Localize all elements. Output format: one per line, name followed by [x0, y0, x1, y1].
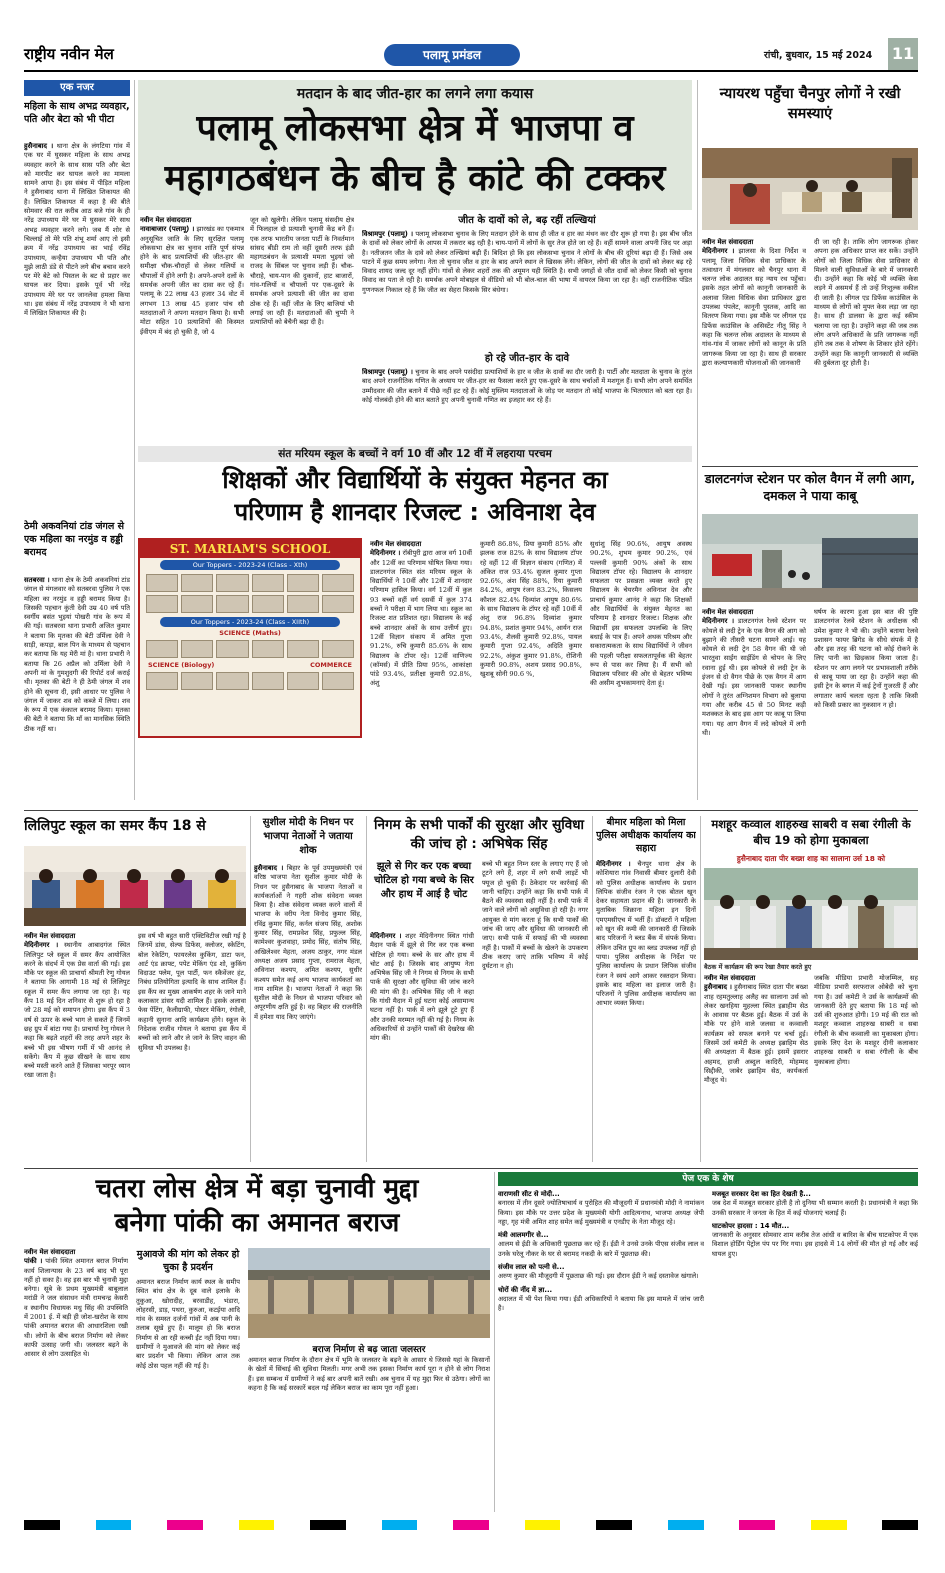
- page-number: 11: [888, 38, 918, 70]
- st-mariam-kicker: संत मरियम स्कूल के बच्चों ने वर्ग 10 वीं और 12 वीं में लहराया परचम: [138, 446, 692, 462]
- daltonganj-photo: [702, 514, 918, 602]
- lead-col1: नवीन मेल संवाददाता नावाबाजार (पलामू) । झारखंड का एकमात्र अनुसूचित जाति के लिए सुरक्षित पलामू लोकसभा क्षेत्र का चुनाव शांति पूर्ण संपन्न होने के बाद प्रत्याशियों की जीत-हार की समीक्षा चौक-चौराहों से लेकर गलियों व चौपालों में होने लगी है। अपने-अपने दलों के समर्थक अपनी जीत का दावा कर रहे हैं। पलामू के 22 लाख 43 हजार 34 वोट में लगभग 13 लाख 45 हजार पांच सौ मतदाताओं ने अपना मतदान किया है। सभी मोटा सहित 10 प्रत्याशियों की किस्मत ईवीएम में बंद हो चुकी है, जो 4: [140, 216, 244, 336]
- qawwali-caption: बैठक में कार्यक्रम की रूप रेखा तैयार करते हुए: [704, 963, 812, 971]
- lead-sub1: जीत के दावों को ले, बढ़ रहीं तल्खियां: [458, 215, 596, 226]
- chatra-story: [24, 1172, 490, 1512]
- qawwali-headline: मशहूर कव्वाल शाहरुख साबरी व सबा रंगीली के बीच 19 को होगा मुकाबला: [711, 817, 911, 847]
- poster-class12: Our Toppers - 2023-24 (Class - XIIth): [160, 617, 340, 627]
- chatra-caption: बराज निर्माण से बढ़ जाता जलस्तर: [312, 1345, 426, 1355]
- poster-stream-maths: SCIENCE (Maths): [219, 629, 281, 637]
- qawwali-col1: नवीन मेल संवाददाता हुसैनाबाद । हुसैनाबाद स्थित दाता पीर बख्श शाह रहमतुल्लाह अलैह का सालाना उर्स को लेकर खनहिया मुहल्ला स्थित इब्राहीम सेठ के आवास पर बैठक हुई। बैठक में उर्स के मौके पर होने वाले जलसा व कव्वाली कार्यक्रम को सफल बनाने पर चर्चा हुई। जिसमें उर्स कमेटी के अध्यक्ष इब्राहिम सेठ की अध्यक्षता में बैठक हुई। इसमें इसरार अहमद, हाजी अब्दुल कादिरी, मोहम्मद सिद्दीकी, जाबेर इब्राहिम सेठ, कार्यकर्ता मौजूद थे।: [704, 974, 808, 1085]
- lead-story: [138, 80, 692, 440]
- lead-sub2-body: विश्रामपुर (पलामू) । चुनाव के बाद अपने पसंदीदा प्रत्याशियों के हार व जीत के दावों का दौर जारी है। पार्टी और मतदाता के चुनाव के तुरंत बाद अपने राजनीतिक गणित के अध्याय पर जीत-हार का फैसला करते हुए एक-दूसरे के साथ चर्चाओं में मशगूल हैं। सभी लोग अपने समर्थित उम्मीदवार की जीत बताने में पीछे नहीं हट रहे हैं। कोई मुस्लिम मतदाताओं के जोड़ पर मतदान तो कोई भाजपा के भितरघात को बता रहा है। कोई गोलबंदी होने की बात बताते हुए अपनी चुनावी गणित का इजहार कर रहे हैं।: [362, 368, 692, 404]
- ek-nazar-story2-body: सतबरवा । थाना क्षेत्र के ठेमी अकवनियां टांड जंगल से मंगलवार को सतबरवा पुलिस ने एक महिला का नरमुंड व हड्डी बरामद किया है। जिसकी पहचान कुंती देवी उम्र 40 वर्ष पति स्वर्गीय बसंत भुइयां पोखरी गांव के रूप में की गई। सतबरवा थाना प्रभारी अजित कुमार ने बताया कि मृतका की बेटी उर्मिला देवी ने साड़ी, कपड़ा, बाल पिन के माध्यम से पहचान कर बताया कि यह मेरी मां है। थाना प्रभारी ने बताया कि 26 अप्रैल को उर्मिला देवी ने अपनी मां के गुमशुदगी की रिपोर्ट दर्ज कराई थी। मृतका की बेटी ने ही ठेमी जंगल में शव होने की सूचना दी, इसी आधार पर पुलिस ने जंगल में जाकर शव को कब्जे में लिया। शव के रूप में एक कंकाल बरामद किया। मृतका की बेटी ने बताया कि माँ का मानसिक स्थिति ठीक नहीं था।: [24, 576, 130, 733]
- nigam-col2: बच्चे भी बहुत निम्न स्तर के लगाए गए हैं जो टूटने लगे हैं, शहर में लगे सभी लाइटें भी फ्यूज हो चुकी हैं। ठेकेदार पर कार्रवाई की जानी चाहिए। उन्होंने कहा कि सभी पार्क में बैठने की व्यवस्था सही नहीं है। सभी पार्क में जाने वाले लोगों को असुविधा हो रही है। नगर आयुक्त से मांग करता हूं कि सभी पार्कों की जांच की जाए और सुविधा की जानकारी ली जाए। सभी पार्क में सफाई की भी व्यवस्था नहीं है। पार्कों में बच्चों के खेलने के उपकरण ठीक कराए जाएं ताकि भविष्य में कोई दुर्घटना न हो।: [482, 860, 588, 971]
- bimar-body: मेदिनीनगर । चैनपुर थाना क्षेत्र के कोशियारा गांव निवासी बीमार दुलारी देवी को पुलिस अधीक्षक कार्यालय के प्रधान लिपिक संजीव रंजन ने एक बोतल खून देकर सहायता प्रदान की है। जानकारी के मुताबिक जिक्राना महिला इन दिनों एमएमसीएच में भर्ती हैं। डॉक्टरों ने महिला को खून की कमी की जानकारी दी जिसके बाद परिजनों ने ब्लड बैंक में संपर्क किया। लेकिन उचित ग्रुप का ब्लड उपलब्ध नहीं हो पाया। पुलिस अधीक्षक के निर्देश पर पुलिस कार्यालय के प्रधान लिपिक संजीव रंजन ने स्वयं आगे आकर रक्तदान किया। इसके बाद महिला का इलाज जारी है। परिजनों ने पुलिस अधीक्षक कार्यालय का आभार व्यक्त किया।: [596, 860, 696, 1008]
- poster-grid-c: [140, 670, 360, 692]
- lead-col2: जून को खुलेगी। लेकिन पलामू संसदीय क्षेत्र में फिलहाल दो प्रत्याशी चुनावी केंद्र बने हैं। एक तरफ भारतीय जनता पार्टी के निवर्तमान सांसद बीडी राम तो वहीं दूसरी तरफ इंडी महागठबंधन के प्रत्याशी ममता भुइयां जो राजद के सिंबल पर चुनाव लड़ी हैं। चौक-चौराहे, चाय-पान की दुकानों, हाट बाजारों, गांव-गलियों व चौपालों पर एक-दूसरे के समर्थक अपने प्रत्याशी की जीत का दावा ठोक रहे हैं। वहीं जीत के लिए बाजियां भी लगाई जा रही हैं। मतदाताओं की चुप्पी ने प्रत्याशियों को बेचैनी बढ़ा दी है।: [250, 216, 354, 327]
- chatra-subhead: मुआवजे की मांग को लेकर हो चुका है प्रदर्शन: [136, 1249, 240, 1273]
- liliput-col2: इस वर्ष भी बहुत सारी एक्टिविटीज रखी गई है जिनमें डांस, सेल्फ डिफेंस, क्लोजर, स्केटिंग, बोल रेकेटिंग, फायरलेस कुकिंग, डाटा फन, आर्ट एंड क्राफ्ट, पपेट मेकिंग एंड शो, कुकिंग विदाउट फ्लेम, पूल पार्टी, फन स्कैवेंजर हंट, निबंध प्रतियोगिता इत्यादि के साथ शामिल हैं। इस कैंप का मुख्य आकर्षण शहर के जाने माने कलाकार डांसर यदी शामिल हैं। इसके अलावा फेस पेंटिंग, कैलीग्राफी, पोस्टर मेकिंग, रंगोली, कहानी सुनाना आदि कार्यक्रम होंगे। स्कूल के निदेशक राजीव गोयल ने बताया इस कैंप में बच्चों को लाने और ले जाने के लिए वाहन की सुविधा भी उपलब्ध है।: [138, 932, 246, 1052]
- st-mariam-col3: सुधांशु सिंह 90.6%, आयुष अवस्थ 90.2%, शुभम कुमार 90.2%, एवं पल्लवी कुमारी 90% अंकों के साथ विद्यालय टॉपर रहे। विद्यालय के शानदार सफलता पर प्रसन्नता व्यक्त करते हुए विद्यालय के चेयरमैन अविनाश देव और प्राचार्य कुमार आनंद ने कहा कि शिक्षकों और विद्यार्थियों के संयुक्त मेहनत का परिणाम है शानदार रिजल्ट। शिक्षक और विद्यार्थी इस सफलता उपलब्धि के लिए बधाई के पात्र हैं। अपने अथक परिश्रम और सकारात्मकता के साथ विद्यार्थियों ने जीवन की पहली परीक्षा सफलतापूर्वक की बेहतर रूप से पास कर लिया है। मैं सभी को विद्यालय परिवार की ओर से बेहतर भविष्य की असीम शुभकामनाएं देता हूं।: [590, 540, 692, 688]
- bimar-story: [596, 816, 696, 1162]
- sushil-body: हुसैनाबाद । बिहार के पूर्व उपमुख्यमंत्री एवं वरिष्ठ भाजपा नेता सुशील कुमार मोदी के निधन पर हुसैनाबाद के भाजपा नेताओं व कार्यकर्ताओं ने गहरी शोक संवेदना व्यक्त किया है। शोक संवेदना व्यक्त करने वालों में भाजपा के वरीय नेता विनोद कुमार सिंह, रविंद्र कुमार सिंह, कर्नल संजय सिंह, अशोक कुमार सिंह, रामप्रवेश सिंह, प्रफुल्ल सिंह, कामेश्वर कुशवाहा, प्रमोद सिंह, संतोष सिंह, अखिलेश्वर मेहता, अजय ठाकुर, नगर मंडल अध्यक्ष अजय प्रसाद गुप्ता, रामराज मेहता, अविनाश कश्यप, अमित कश्यप, सुधीर कश्यप समेत कई अन्य भाजपा कार्यकर्ता का नाम शामिल है। भाजपा नेताओं ने कहा कि सुशील मोदी के निधन से भाजपा परिवार को अपूरणीय क्षति हुई है। वह बिहार की राजनीति में हमेशा याद किए जाएंगे।: [254, 864, 362, 1021]
- chatra-headline-2: बनेगा पांकी का अमानत बराज: [114, 1208, 400, 1238]
- chatra-col3: अमानत बराज निर्माण के दौरान क्षेत्र में भूमि के जलस्तर के बढ़ने के आसार थे जिससे यहां के किसानों के खेतों में सिंचाई की सुविधा मिलती। मगर अभी तक इसका निर्माण कार्य पूरा न होने से लोग निराश हैं। इस सम्बन्ध में ग्रामीणों ने कई बार अपनी बातें रखी। अब चुनाव में यह मुद्दा फिर से उठेगा। लोगों का कहना है कि कई सरकारें बदल गईं लेकिन बराज का काम पूरा नहीं हुआ।: [248, 1356, 490, 1392]
- nyayrath-col1: नवीन मेल संवाददाता मेदिनीनगर । झालसा के दिशा निर्देश व पलामू जिला विधिक सेवा प्राधिकार के तत्वाधान में मंगलवार को चैनपुर थाना में चलन्त लोक अदालत सह न्याय रथ पहुँचा। इसके तहत लोगों को कानूनी जानकारी के अलावा जिला विधिक सेवा प्राधिकार द्वारा उपलब्ध पंपलेट, कानूनी पुस्तक, आदि का वितरण किया गया। इस मौके पर लीगल एड डिफेंस काउंसिल के असिस्टेंट नीतू सिंह ने कहा कि चलन्त लोक अदालत के माध्यम से गांव-गांव में जाकर लोगों को कानून के प्रति जागरूक किया जा रहा है। साथ ही सरकार द्वारा कल्याणकारी योजनाओं की जानकारी: [702, 238, 806, 367]
- st-mariam-poster: [138, 538, 362, 738]
- qawwali-kicker: हुसैनाबाद दाता पीर बख्श शाह का सालाना उर्स 18 को: [736, 854, 886, 863]
- page-shesh: [498, 1172, 918, 1512]
- sushil-headline: सुशील मोदी के निधन पर भाजपा नेताओं ने जताया शोक: [262, 817, 354, 856]
- dateline: रांची, बुधवार, 15 मई 2024: [764, 50, 873, 61]
- nigam-subhead: झूले से गिर कर एक बच्चा चोटिल हो गया बच्चे के सिर और हाथ में आई है चोट: [374, 861, 474, 900]
- chatra-headline-1: चतरा लोस क्षेत्र में बड़ा चुनावी मुद्दा: [95, 1174, 419, 1204]
- qawwali-story: [704, 816, 918, 1162]
- st-mariam-col2: कुमारी 86.8%, प्रिया कुमारी 85% और झलक राज 82% के साथ विद्यालय टॉपर रहे वहीं 12 वीं विज्ञान संकाय (गणित) में अंकित राज 93.4% सुजल कुमार गुप्ता 92.6%, अंश सिंह 88%, रिया कुमारी 84.2%, आयुष रंजन 83.2%, किसलय कौशल 82.4% दिव्यांश आयुष 80.6% के साथ विद्यालय के टॉपर रहे वहीं 10वीं में अंशु राज 96.8% दिव्यांश कुमार 94.8%, प्रशांत कुमार 94%, आर्यन राज 93.4%, शैलवी कुमारी 92.8%, पायल कुमारी गुप्ता 92.4%, अदिति कुमार 92.2%, अंकुश कुमार 91.8%, रोशिनी कुमारी 90.8%, अशय प्रसाद 90.8%, खुशबू सोनी 90.6 %,: [480, 540, 582, 679]
- poster-school-name: ST. MARIAM'S SCHOOL: [140, 540, 360, 558]
- poster-stream-biology: SCIENCE (Biology): [148, 661, 215, 669]
- lead-sub2: हो रहे जीत-हार के दावे: [484, 353, 570, 364]
- lead-headline-2: महागठबंधन के बीच है कांटे की टक्कर: [164, 158, 666, 199]
- chatra-photo: [248, 1248, 490, 1338]
- nyayrath-story: [702, 84, 918, 464]
- paper-title: राष्ट्रीय नवीन मेल: [24, 45, 114, 63]
- qawwali-photo: [704, 868, 918, 960]
- bimar-headline: बीमार महिला को मिला पुलिस अधीक्षक कार्यालय का सहारा: [596, 817, 696, 854]
- liliput-photo: [24, 846, 246, 926]
- st-mariam-story: [138, 446, 692, 802]
- lead-headline-1: पलामू लोकसभा क्षेत्र में भाजपा व: [196, 108, 634, 149]
- page-shesh-col1: वाराणसी सीट से मोदी... बनारस में तीन दूसरे ज्योतिषाचार्य व पुरोहित की मौजूदगी में प्रधानमंत्री मोदी ने नामांकन किया। इस मौके पर उत्तर प्रदेश के मुख्यमंत्री योगी आदित्यनाथ, भाजपा अध्यक्ष जेपी नड्डा, गृह मंत्री अमित शाह समेत कई मुख्यमंत्री व एनडीए के नेता मौजूद रहे। मंत्री आलमगीर से... आलम से ईडी के अधिकारी पूछताछ कर रहे हैं। ईडी ने उनसे उनके पीएस संजीव लाल व उनके घरेलू नौकर के घर से बरामद नकदी के बारे में पूछताछ की। संजीव लाल को पत्नी से... अरुण कुमार की मौजूदगी में पूछताछ की गई। इस दौरान ईडी ने कई दस्तावेज खंगाले। चोरों की नींद में ज्ञा... अदालत में भी पेश किया गया। ईडी अधिकारियों ने बताया कि इस मामले में जांच जारी है।: [498, 1190, 704, 1313]
- st-mariam-headline-1: शिक्षकों और विद्यार्थियों के संयुक्त मेहनत का: [222, 466, 608, 494]
- qawwali-col2: जबकि मीडिया प्रभारी मोजम्मिल, सह मीडिया प्रभारी सरफराज ओबेदी को चुना गया है। उर्स कमेटी ने उर्स के कार्यक्रमों की जानकारी देते हुए बताया कि 18 मई को उर्स की शुरुआत होगी। 19 मई की रात को मशहूर कव्वाल शाहरुख साबरी व सबा रंगीली के बीच कव्वाली का मुकाबला होगा। इसके लिए देश के मशहूर दीनी कलाकार शाहरुख साबरी व सबा रंगीली के बीच मुकाबला होगा।: [814, 974, 918, 1066]
- nyayrath-col2: दी जा रही है। ताकि लोग जागरूक होकर अपना हक अधिकार प्राप्त कर सकें। उन्होंने लोगों को जिला विधिक सेवा प्राधिकार से मिलने वाली सुविधाओं के बारे में जानकारी दी। उन्होंने कहा कि कोई भी व्यक्ति केस लड़ने में असमर्थ हैं तो उन्हें निःशुल्क वकील दी जाती है। लीगल एड डिफेंस काउंसिल के माध्यम से लोगों को मुफ्त केस लड़ा जा रहा है। साथ ही डालसा के द्वारा कई स्कीम चलाया जा रहा है। उन्होंने कहा की जब तक लोग अपने अधिकारों के प्रति जागरूक नहीं होंगे तब तक वे शोषण के शिकार होते रहेंगे। उन्होंने कहा कि कानूनी जानकारी से व्यक्ति की दुर्बलता दूर होती है।: [814, 238, 918, 367]
- daltonganj-headline: डालटनगंज स्टेशन पर कोल वैगन में लगी आग, दमकल ने पाया काबू: [704, 471, 916, 503]
- liliput-headline: लिलिपुट स्कूल का समर कैंप 18 से: [24, 818, 206, 834]
- nigam-story: [370, 816, 588, 1162]
- chatra-col2: अमानत बराज निर्माण कार्य स्थल के समीप स्थित बांध क्षेत्र के दूब वाले इलाके के तुकुआ, खोरादीह, बरवाडीह, भंडारा, लोहरसी, डाड़, पथरा, कुरुआ, कटईया आदि गांव के समस्त दर्जनों गांवों में अब पानी के तलाब सूखे हुए हैं। मालूम हो कि बराज निर्माण से आ रही कच्ची ईंट नहीं दिया गया। ग्रामीणों ने मुआवजे की मांग को लेकर कई बार प्रदर्शन भी किया। लेकिन आज तक कोई ठोस पहल नहीं की गई है।: [136, 1278, 240, 1370]
- color-registration-strip: [24, 1520, 918, 1530]
- poster-class10: Our Toppers - 2023-24 (Class - Xth): [160, 560, 340, 570]
- st-mariam-col1: नवीन मेल संवाददाता मेदिनीनगर । रॉबीपुरी द्वारा आज वर्ग 10वीं और 12वीं का परिणाम घोषित किया गया। डालटनगंज स्थित संत मरियम स्कूल के विद्यार्थियों ने 10वीं और 12वीं में शानदार परिणाम हासिल किया। वर्ग 12वीं में कुल 93 बच्चों वहीं वर्ग दसवीं में कुल 374 बच्चों ने परीक्षा में भाग लिया था। स्कूल का रिजल्ट शत प्रतिशत रहा। विद्यालय के कई बच्चे शानदार अंकों के साथ उत्तीर्ण हुए। 12वीं विज्ञान संकाय में अमित गुप्ता 91.2%, रुचि कुमारी 85.6% के साथ विद्यालय के टॉपर रहे। 12वीं वाणिज्य (कॉमर्स) में प्रीति प्रिया 95%, आकांक्षा पांडे 93.4%, प्रतीक्षा कुमारी 92.8%, अंशु: [370, 540, 472, 688]
- daltonganj-story: [702, 466, 918, 802]
- ek-nazar-story1-title: महिला के साथ अभद्र व्यवहार, पति और बेटा को भी पीटा: [24, 101, 130, 125]
- page-shesh-col2: मजबूत सरकार देश का हित देखती है... जब देश में मजबूत सरकार होती है तो दुनिया भी सम्मान करती है। प्रधानमंत्री ने कहा कि उनकी सरकार ने जनता के हित में कई योजनाएं चलाई हैं। घाटकोपर हादसा : 14 मौत... जानकारी के अनुसार सोमवार शाम करीब तेज आंधी व बारिश के बीच घाटकोपर में एक विशाल होर्डिंग पेट्रोल पंप पर गिर गया। इस हादसे में 14 लोगों की मौत हो गई और कई घायल हुए।: [712, 1190, 918, 1258]
- poster-stream-commerce: COMMERCE: [310, 661, 352, 669]
- section-title: पलामू प्रमंडल: [384, 44, 520, 66]
- sushil-story: [254, 816, 362, 1162]
- daltonganj-col1: नवीन मेल संवाददाता मेदिनीनगर । डालटनगंज रेलवे स्टेशन पर कोयले से लदी ट्रेन के एक वैगन की आग को बुझाने की तीसरी घटना सामने आई। यह कोयले से लदी ट्रेन 58 वैगन की थी जो भारतुवा साईंग साईडिंग से चोपन के लिए रवाना हुई थी। इस कोयले से लदी ट्रेन के इंजन से दो वैगन पीछे के एक वैगन में आग देखी गई। इस जानकारी पाकर स्थानीय लोगों ने तुरंत अग्निशमन विभाग को बुलाया गया और करीब 45 से 50 मिनट कड़ी मशक्कत के बाद इस आग पर काबू पा लिया गया। यह आग वैगन में लदे कोयले में लगी थी।: [702, 608, 806, 737]
- liliput-story: [24, 816, 246, 1162]
- lead-sub1-body: विश्रामपुर (पलामू) । पलामू लोकसभा चुनाव के लिए मतदान होने के साथ ही जीत व हार का मंथन कर दौर शुरू हो गया है। इस बीच जीत के दावों को लेकर लोगों के आपस में तकरार बढ़ रही है। चाय-पानों में लोगों के सुर तेज होते जा रहे हैं। वहीं सामने वाला अपनी जिद पर अड़ा है। नतीजतन जीत के दावे को लेकर तल्खियां बढ़ी हैं। बिदिश हो कि इस लोकसभा चुनाव ने लोगों के बीच की दूरियां बढ़ा दी हैं। जिसे अब पाटने में कुछ समय लगेगा। नेता तो चुनाव जीत व हार के बाद अपने स्थान ले खिसक लेंगे। लेकिन, लोगों की जीत के दावों को लेकर बढ़ रहे विवाद शायद जल्द दूर नहीं होंगे। गांवों से लेकर शहरों तक की अमूमन यही स्थिति है। सभी जगहों से जीत दावों को लेकर किसी को चुनाव विवाद का पता ले रही है। समर्थक अपने मोबाइल से वीडियो को भी बोल-चाल की भाषा में वायरल किया जा रहा है। वहीं राजनीतिक पंडित गुणनफल निकाल रहे हैं कि जीत का सेहरा किसके सिर बंधेगा।: [362, 230, 692, 294]
- ek-nazar-story2-title: ठेमी अकवनियां टांड जंगल से एक महिला का नरमुंड व हड्डी बरामद: [24, 521, 125, 558]
- poster-grid-b: [140, 638, 360, 660]
- ek-nazar-label: एक नजर: [24, 80, 130, 96]
- ek-nazar-story1-body: हुसैनाबाद । थाना क्षेत्र के लंगटिया गांव में एक घर में घुसकर महिला के साथ अभद्र व्यवहार करने के साथ सास पति और बेटा को मारपीट कर घायल करने का मामला सामने आया है। इस संबंध में पीड़ित महिला ने हुसैनाबाद थाना में लिखित शिकायत की है। लिखित शिकायत में कहा है की बीते सोमवार की रात करीब आठ बजे गांव के ही नरेंद्र उपाध्याय मेरे घर में घुसकर मेरे साथ अभद्र व्यवहार करने लगे। जब मैं शोर से चिल्लाई तो मेरे पति शंभू शर्मा आए तो इसी क्रम में नरेंद्र उपाध्याय का भाई रविंद्र उपाध्याय, कन्हैया उपाध्याय भी पति और मुझे लाठी डंडे से पीटने लगे बीच बचाव करने पर मेरे बेटे को पिस्तल के बट से प्रहार कर घायल कर दिया। इसके पूर्व भी नरेंद्र उपाध्याय मेरे घर पर जानलेवा हमला किया था। इस संबंध में नरेंद्र उपाध्याय ने भी थाना में लिखित शिकायत की है।: [24, 142, 130, 318]
- st-mariam-headline-2: परिणाम है शानदार रिजल्ट : अविनाश देव: [234, 498, 596, 526]
- nigam-col1: मेदिनीनगर । शहर मेदिनीनगर स्थित गांधी मैदान पार्क में झूले से गिर कर एक बच्चा चोटिल हो गया। बच्चे के सर और हाथ में चोट आई है। जिसके बाद आयुष्य नेता अभिषेक सिंह जी ने निगम से निगम के सभी पार्क की सुरक्षा और सुविधा की जांच करने की मांग की है। अभिषेक सिंह जी ने कहा कि गांधी मैदान में हुई घटना कोई असामान्य घटना नहीं है। पार्क में लगे झूले टूटे हुए हैं और उनकी मरम्मत नहीं की गई है। निगम के अधिकारियों से उन्होंने पार्कों की देखरेख की मांग की।: [370, 932, 474, 1043]
- chatra-col1: नवीन मेल संवाददाता पांकी । पांकी स्थित अमानत बराज निर्माण कार्य शिलान्यास के 23 वर्ष बाद भी पूरा नहीं हो सका है। वह इस बार भी चुनावी मुद्दा बनेगा। सूबे के प्रथम मुख्यमंत्री बाबूलाल मरांडी ने जल संसाधन मंत्री रामचन्द्र केसरी व स्थानीय विधायक मधु सिंह की उपस्थिति में 2001 ई. में बड़ी ही जोश-खरोश के साथ पांकी अमानत बराज की आधारशिला रखी थी। लोगों के बीच बराज निर्माण को लेकर काफी उत्साह जगी थी। जलस्तर बढ़ने के आसार से लोग उत्साहित थे।: [24, 1248, 128, 1359]
- masthead: [24, 38, 918, 72]
- nigam-headline: निगम के सभी पार्कों की सुरक्षा और सुविधा की जांच हो : अभिषेक सिंह: [373, 817, 585, 852]
- nyayrath-headline: न्यायरथ पहुँचा चैनपुर लोगों ने रखी समस्याएं: [719, 86, 901, 122]
- daltonganj-col2: घर्षण के कारण हुआ इस बात की पुष्टि डालटनगंज रेलवे स्टेशन के अधीक्षक श्री उमेश कुमार ने भी की। उन्होंने बताया रेलवे प्रशासन फायर ब्रिगेड के सीधे संपर्क में है और इस तरह की घटना को कोई रोकने के लिए पानी का छिड़काव किया जाता है। स्टेशन पर आग लगने पर प्रभावशाली तरीके से काबू पाया जा रहा है। उन्होंने कहा की इसी ट्रेन के बगल में कई ट्रेनों गुजरती हैं और लगातार कार्य चलता रहता है ताकि किसी को किसी प्रकार का नुकसान न हो।: [814, 608, 918, 709]
- ek-nazar-column: [24, 80, 130, 802]
- lead-kicker: मतदान के बाद जीत-हार का लगने लगा कयास: [296, 86, 534, 102]
- nyayrath-photo: [702, 148, 918, 230]
- liliput-col1: नवीन मेल संवाददाता मेदिनीनगर । स्थानीय आबादगंज स्थित लिलिपुट प्ले स्कूल में समर कैंप आयोजित करने के संदर्भ में एक प्रेस वार्ता की गई। इस मौके पर स्कूल की प्राचार्या श्रीमती रेणु गोयल ने बताया कि आगामी 18 मई से लिलिपुट स्कूल में समर कैंप लगाया जा रहा है। यह कैंप 18 मई दिन शनिवार से शुरू हो रहा है जो 28 मई को समापन होगा। इस कैंप में 3 वर्ष से ऊपर के बच्चे भाग ले सकते हैं जिनमें छह ग्रुप में बांटा गया है। प्राचार्या रेणु गोयल ने कहा कि बढ़ते शहरों की तरह अपने शहर के बच्चे भी इस भीषण गर्मी में भी आनंद ले सकेंगे। कैंप में कुछ सीखने के साथ साथ बच्चे मस्ती करने आते हैं जिसका भरपूर ध्यान रखा जाता है।: [24, 932, 130, 1080]
- page-shesh-label: पेज एक के शेष: [498, 1172, 918, 1186]
- poster-grid-a: [140, 572, 360, 615]
